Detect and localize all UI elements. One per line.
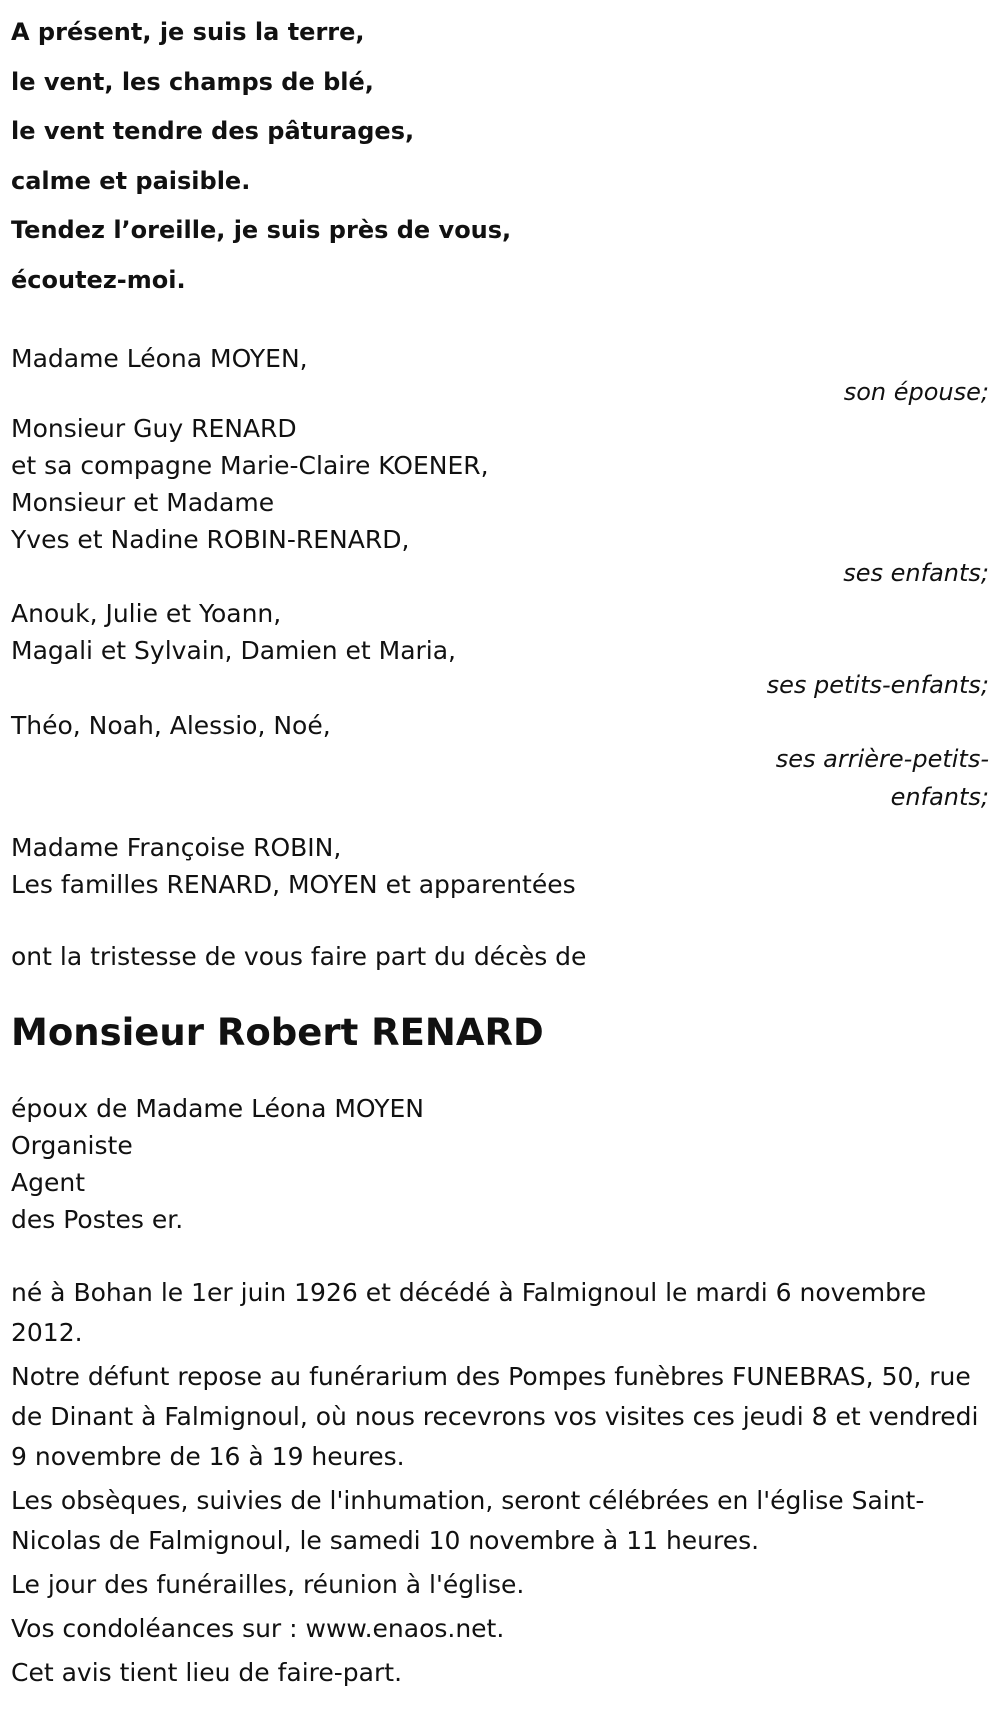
family-others — [11, 828, 989, 905]
relation-label: ses petits-enfants; — [766, 671, 989, 699]
relation-label — [11, 740, 989, 816]
relation-label: son épouse; — [843, 378, 989, 406]
family-grandchildren — [11, 594, 989, 704]
family-name-line: Anouk, Julie et Yoann, — [11, 599, 282, 628]
deceased-detail-line: époux de Madame Léona MOYEN — [11, 1094, 425, 1123]
family-great-grandchildren — [11, 706, 989, 816]
family-name-line: Monsieur Guy RENARD — [11, 414, 297, 443]
relation-label-line: enfants; — [890, 783, 989, 811]
family-name-line: Madame Françoise ROBIN, — [11, 833, 342, 862]
poem-line: calme et paisible. — [11, 166, 251, 195]
family-name-line: Théo, Noah, Alessio, Noé, — [11, 711, 331, 740]
poem-line: écoutez-moi. — [11, 265, 186, 294]
funeral-paragraph: Les obsèques, suivies de l'inhumation, seront célébrées en l'église Saint-Nicolas de Falmignoul, le samedi 10 novembre à 11 heures. — [11, 1486, 925, 1555]
family-name-line: et sa compagne Marie-Claire KOENER, — [11, 451, 489, 480]
deceased-detail-line: Agent — [11, 1168, 85, 1197]
deceased-details — [11, 1089, 989, 1240]
poem-line: Tendez l’oreille, je suis près de vous, — [11, 216, 512, 244]
notice-paragraph: Cet avis tient lieu de faire-part. — [11, 1658, 403, 1687]
family-name-line: Madame Léona MOYEN, — [11, 344, 308, 373]
funerarium-paragraph: Notre défunt repose au funérarium des Pompes funèbres FUNEBRAS, 50, rue de Dinant à Falmignoul, où nous recevrons vos visites ces jeudi 8 et vendredi 9 novembre de 16 à 19 heures. — [11, 1362, 979, 1471]
deceased-detail-line: Organiste — [11, 1131, 133, 1160]
deceased-detail-line: des Postes er. — [11, 1205, 184, 1234]
deceased-name: Monsieur Robert RENARD — [11, 1011, 544, 1054]
poem-line: le vent tendre des pâturages, — [11, 117, 415, 145]
condolences-paragraph: Vos condoléances sur : www.enaos.net. — [11, 1614, 505, 1643]
obituary-notice — [11, 0, 989, 1693]
family-children — [11, 409, 989, 592]
family-name-line: Magali et Sylvain, Damien et Maria, — [11, 636, 457, 665]
announcement-text: ont la tristesse de vous faire part du décès de — [11, 942, 587, 971]
relation-label: ses enfants; — [843, 559, 989, 587]
family-spouse — [11, 339, 989, 411]
poem — [11, 0, 989, 305]
poem-line: le vent, les champs de blé, — [11, 67, 374, 96]
family-name-line: Yves et Nadine ROBIN-RENARD, — [11, 525, 410, 554]
relation-label-line: ses arrière-petits- — [775, 745, 989, 773]
family-name-line: Monsieur et Madame — [11, 488, 275, 517]
birth-death-paragraph: né à Bohan le 1er juin 1926 et décédé à Falmignoul le mardi 6 novembre 2012. — [11, 1278, 927, 1347]
poem-line: A présent, je suis la terre, — [11, 18, 365, 46]
meeting-paragraph: Le jour des funérailles, réunion à l'église. — [11, 1570, 525, 1599]
family-name-line: Les familles RENARD, MOYEN et apparentées — [11, 870, 576, 899]
